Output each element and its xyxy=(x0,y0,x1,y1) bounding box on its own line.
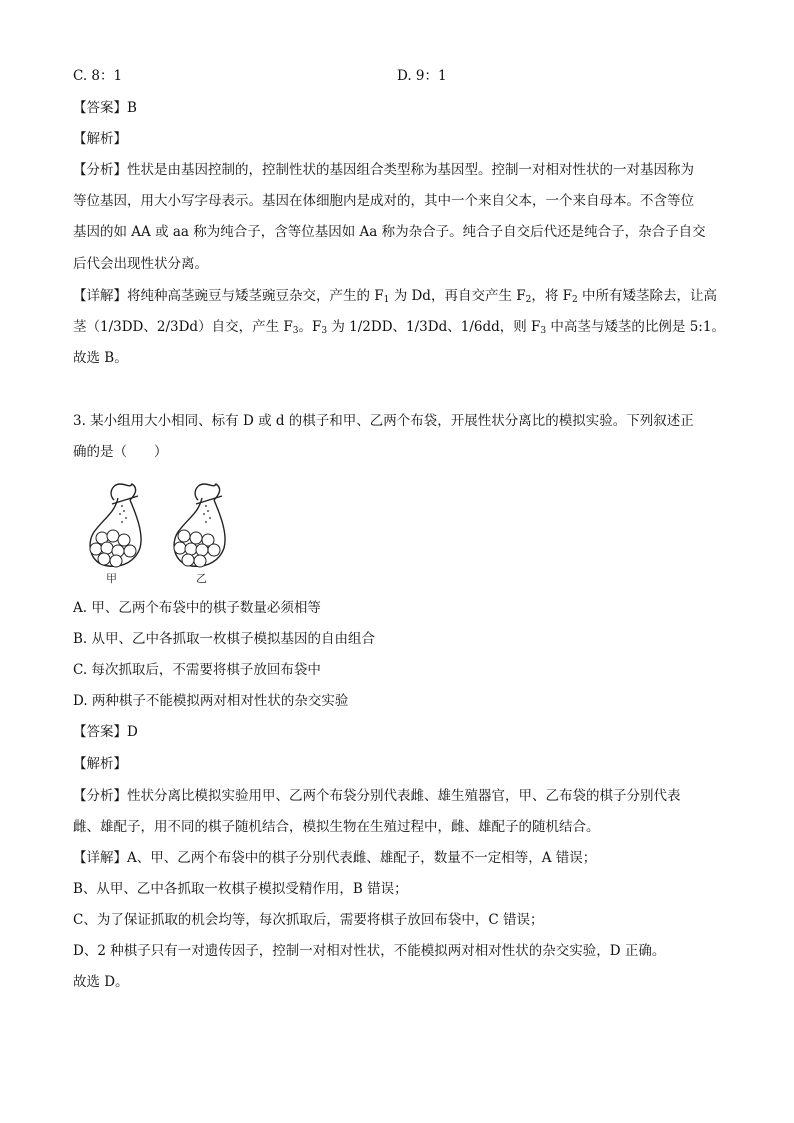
detail-line: C、为了保证抓取的机会均等，每次抓取后，需要将棋子放回布袋中，C 错误； xyxy=(73,912,544,928)
bag-yi xyxy=(174,484,225,567)
answer-label: 【答案】D xyxy=(73,724,138,740)
detail-line: D、2 种棋子只有一对遗传因子，控制一对相对性状，不能模拟两对相对性状的杂交实验，D 正确。 xyxy=(73,943,666,959)
detail-line: 茎（1/3DD、2/3Dd）自交，产生 $F_3$。$F_3$ 为 1/2DD、1/3Dd、1/6dd，则 $F_3$ 中高茎与矮茎的比例是 5:1。 xyxy=(73,319,725,336)
analysis-line: 等位基因，用大小写字母表示。基因在体细胞内是成对的，其中一个来自父本，一个来自母本。不含等位 xyxy=(73,193,694,209)
question-stem: 确的是（ ） xyxy=(73,444,168,460)
option-a: A. 甲、乙两个布袋中的棋子数量必须相等 xyxy=(73,600,321,616)
cloth-bags-figure xyxy=(78,478,248,588)
analysis-line: 后代会出现性状分离。 xyxy=(73,256,208,272)
detail-line: B、从甲、乙中各抓取一枚棋子模拟受精作用，B 错误； xyxy=(73,881,408,897)
answer-label: 【答案】B xyxy=(73,100,137,116)
analysis-line: 【分析】性状分离比模拟实验用甲、乙两个布袋分别代表雌、雄生殖器官，甲、乙布袋的棋子分别代表 xyxy=(73,788,681,804)
option-c: C. 8：1 xyxy=(73,68,123,84)
analysis-line: 基因的如 AA 或 aa 称为纯合子，含等位基因如 Aa 称为杂合子。纯合子自交后代还是纯合子，杂合子自交 xyxy=(73,224,706,240)
option-d: D. 9：1 xyxy=(397,68,447,84)
option-c: C. 每次抓取后，不需要将棋子放回布袋中 xyxy=(73,662,321,678)
option-b: B. 从甲、乙中各抓取一枚棋子模拟基因的自由组合 xyxy=(73,631,376,647)
detail-line: 【详解】A、甲、乙两个布袋中的棋子分别代表雌、雄配子，数量不一定相等，A 错误； xyxy=(73,850,597,866)
analysis-line: 【分析】性状是由基因控制的，控制性状的基因组合类型称为基因型。控制一对相对性状的一对基因称为 xyxy=(73,162,694,178)
detail-line: 【详解】将纯种高茎豌豆与矮茎豌豆杂交，产生的 $F_1$ 为 Dd，再自交产生 $F_2$，将 $F_2$ 中所有矮茎除去，让高 xyxy=(73,288,718,305)
analysis-heading: 【解析】 xyxy=(73,131,127,147)
analysis-heading: 【解析】 xyxy=(73,756,127,772)
bag-jia xyxy=(90,484,141,567)
option-d: D. 两种棋子不能模拟两对相对性状的杂交实验 xyxy=(73,693,349,709)
conclusion: 故选 B。 xyxy=(73,350,128,366)
label-yi: 乙 xyxy=(196,572,207,585)
question-stem: 3. 某小组用大小相同、标有 D 或 d 的棋子和甲、乙两个布袋，开展性状分离比的模拟实验。下列叙述正 xyxy=(73,413,694,429)
analysis-line: 雌、雄配子，用不同的棋子随机结合，模拟生物在生殖过程中，雌、雄配子的随机结合。 xyxy=(73,819,600,835)
conclusion: 故选 D。 xyxy=(73,974,129,990)
label-jia: 甲 xyxy=(106,572,117,585)
